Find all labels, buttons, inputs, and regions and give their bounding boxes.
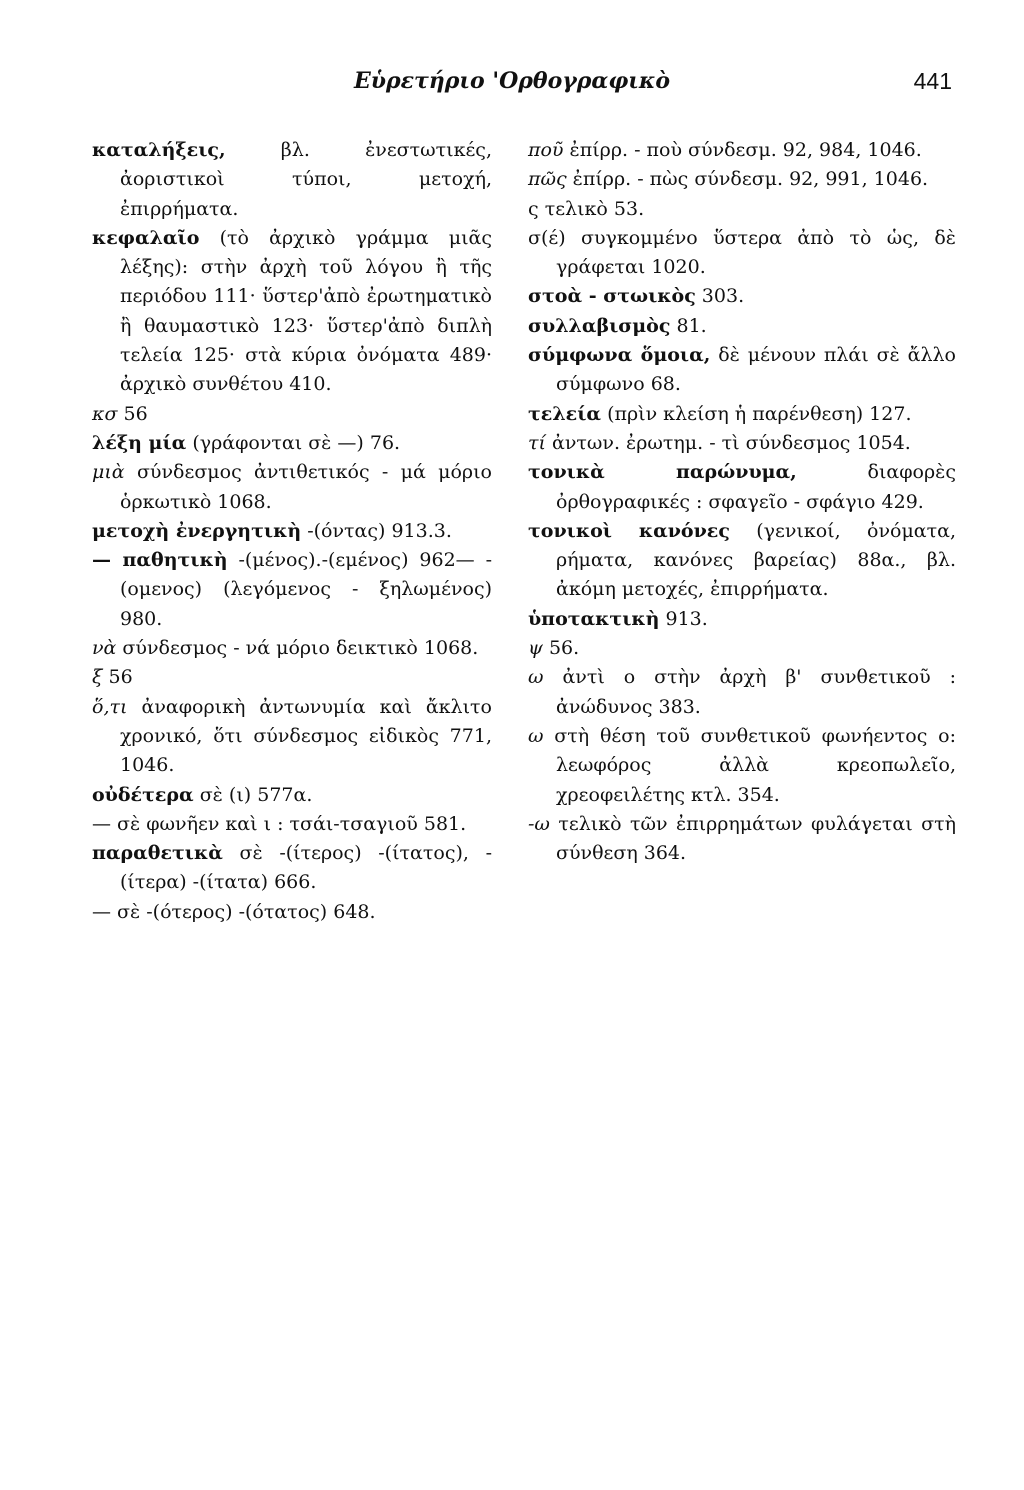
index-entry <box>528 810 956 869</box>
entry-text: 56. <box>542 637 580 660</box>
running-header-title: Εὑρετήριο 'Ορθογραφικὸ <box>353 68 671 94</box>
index-entry <box>528 400 956 429</box>
entry-headword: πῶς <box>528 168 567 191</box>
entry-text: σύνδεσμος ἀντιθετικός - μά μόριο ὁρκωτικὸ 1068. <box>120 461 492 513</box>
entry-text: συγκομμένο ὕστερα ἀπὸ τὸ ὡς, δὲ γράφεται 1020. <box>556 226 956 279</box>
entry-headword: λέξη μία <box>92 431 187 454</box>
index-entry <box>528 136 956 165</box>
index-entry <box>528 312 956 341</box>
entry-headword: τελεία <box>528 402 602 425</box>
entry-text: τελικὸ τῶν ἐπιρρημάτων φυλάγεται στὴ σύνθεση 364. <box>549 812 956 865</box>
entry-headword: τί <box>528 431 546 454</box>
index-entry <box>92 898 492 927</box>
index-entry <box>92 400 492 429</box>
index-entry <box>528 282 956 311</box>
entry-text: -(μένος).-(εμένος) 962— -(ομενος) (λεγόμενος - ξηλωμένος) 980. <box>120 549 492 630</box>
entry-text: 56 <box>117 402 148 425</box>
entry-headword: — <box>92 900 111 923</box>
index-entry <box>92 136 492 224</box>
index-entry <box>92 429 492 458</box>
entry-headword: κεφαλαῖο <box>92 226 200 249</box>
entry-headword: ψ <box>528 637 543 660</box>
entry-text: δὲ μένουν πλάι σὲ ἄλλο σύμφωνο 68. <box>556 344 956 396</box>
entry-headword: ω <box>528 666 544 689</box>
entry-headword: ὑποτακτικὴ <box>528 607 660 630</box>
index-entry <box>92 693 492 781</box>
entry-headword: ω <box>528 724 544 747</box>
entry-text: (γενικοί, ὀνόματα, ρήματα, κανόνες βαρείας) 88α., βλ. ἀκόμη μετοχές, ἐπιρρήματα. <box>556 519 956 601</box>
entry-headword: καταλήξεις, <box>92 139 226 161</box>
entry-headword: τονικὰ παρώνυμα, <box>528 461 797 484</box>
index-entry <box>92 810 492 839</box>
index-entry <box>92 781 492 810</box>
entry-text: 56 <box>102 666 133 689</box>
entry-headword: ὅ,τι <box>92 695 128 718</box>
entry-text: (τὸ ἀρχικὸ γράμμα μιᾶς λέξης): στὴν ἀρχὴ τοῦ λόγου ἢ τῆς περιόδου 111· ὕστερ'ἀπὸ ἐρωτηματικὸ ἢ θαυμαστικὸ 123· ὕστερ'ἀπὸ διπλὴ τελεία 125· στὰ κύρια ὀνόματα 489· ἀρχικὸ συνθέτου 410. <box>120 226 492 396</box>
entry-text: στὴ θέση τοῦ συνθετικοῦ φωνήεντος ο: λεωφόρος ἀλλὰ κρεοπωλεῖο, χρεοφειλέτης κτλ. 354. <box>543 724 956 806</box>
entry-headword: παραθετικὰ <box>92 842 223 865</box>
entry-text: σὲ -(ίτερος) -(ίτατος), -(ίτερα) -(ίτατα) 666. <box>120 842 492 894</box>
entry-text: (πρὶν κλείση ἡ παρένθεση) 127. <box>601 402 912 425</box>
index-entry <box>528 429 956 458</box>
index-entry <box>528 165 956 194</box>
entry-headword: — παθητικὴ <box>92 549 228 572</box>
index-entry <box>528 605 956 634</box>
index-entry <box>92 224 492 400</box>
entry-headword: τονικοὶ κανόνες <box>528 519 730 542</box>
entry-text: σὲ -(ότερος) -(ότατος) 648. <box>111 900 376 923</box>
index-entry <box>92 458 492 517</box>
index-entry <box>92 839 492 898</box>
entry-text: 81. <box>670 314 707 337</box>
entry-text: σύνδεσμος - νά μόριο δεικτικὸ 1068. <box>116 637 479 660</box>
entry-text: διαφορὲς ὀρθογραφικές : σφαγεῖο - σφάγιο 429. <box>556 461 956 513</box>
entry-text: ἐπίρρ. - πὼς σύνδεσμ. 92, 991, 1046. <box>566 168 929 191</box>
index-entry <box>92 517 492 546</box>
index-entry <box>92 546 492 634</box>
entry-text: ἀναφορικὴ ἀντωνυμία καὶ ἄκλιτο χρονικό, ὅτι σύνδεσμος εἰδικὸς 771, 1046. <box>120 695 492 777</box>
entry-headword: συλλαβισμὸς <box>528 314 671 337</box>
index-entry <box>92 663 492 692</box>
entry-text: βλ. ἐνεστωτικές, ἀοριστικοὶ τύποι, μετοχή, ἐπιρρήματα. <box>120 139 492 220</box>
entry-text: σὲ (ι) 577α. <box>193 783 313 806</box>
entry-headword: -ω <box>528 812 550 835</box>
page-number: 441 <box>913 68 952 94</box>
index-entry <box>528 663 956 722</box>
index-column-left <box>92 136 492 927</box>
entry-headword: μιὰ <box>92 461 125 484</box>
index-entry <box>528 634 956 663</box>
index-entry <box>528 195 956 224</box>
index-entry <box>528 722 956 810</box>
entry-headword: νὰ <box>92 637 117 660</box>
entry-headword: στοὰ - στωικὸς <box>528 285 696 308</box>
entry-text: ἀντων. ἐρωτημ. - τὶ σύνδεσμος 1054. <box>545 431 911 454</box>
entry-text: 913. <box>659 607 708 630</box>
entry-headword: οὐδέτερα <box>92 783 194 806</box>
index-entry <box>528 458 956 517</box>
index-entry <box>92 634 492 663</box>
index-entry <box>528 341 956 400</box>
entry-text: 303. <box>695 285 745 308</box>
entry-text: ἐπίρρ. - ποὺ σύνδεσμ. 92, 984, 1046. <box>563 139 922 161</box>
entry-headword: ξ <box>92 666 103 689</box>
entry-text: (γράφονται σὲ —) 76. <box>186 431 401 454</box>
entry-headword: μετοχὴ ἐνεργητικὴ <box>92 519 302 542</box>
entry-text: σὲ φωνῆεν καὶ ι : τσάι-τσαγιοῦ 581. <box>111 812 467 835</box>
entry-text: τελικὸ 53. <box>538 197 645 220</box>
entry-headword: σύμφωνα ὅμοια, <box>528 344 711 367</box>
index-entry <box>528 224 956 283</box>
entry-headword: ποῦ <box>528 139 564 161</box>
entry-headword: κσ <box>92 402 118 425</box>
entry-headword: ς <box>528 197 539 220</box>
index-entry <box>528 517 956 605</box>
entry-text: -(όντας) 913.3. <box>301 519 452 542</box>
index-column-right <box>528 136 956 868</box>
entry-headword: — <box>92 812 111 835</box>
entry-text: ἀντὶ ο στὴν ἀρχὴ β' συνθετικοῦ : ἀνώδυνος 383. <box>543 666 956 718</box>
entry-headword: σ(έ) <box>528 226 566 249</box>
